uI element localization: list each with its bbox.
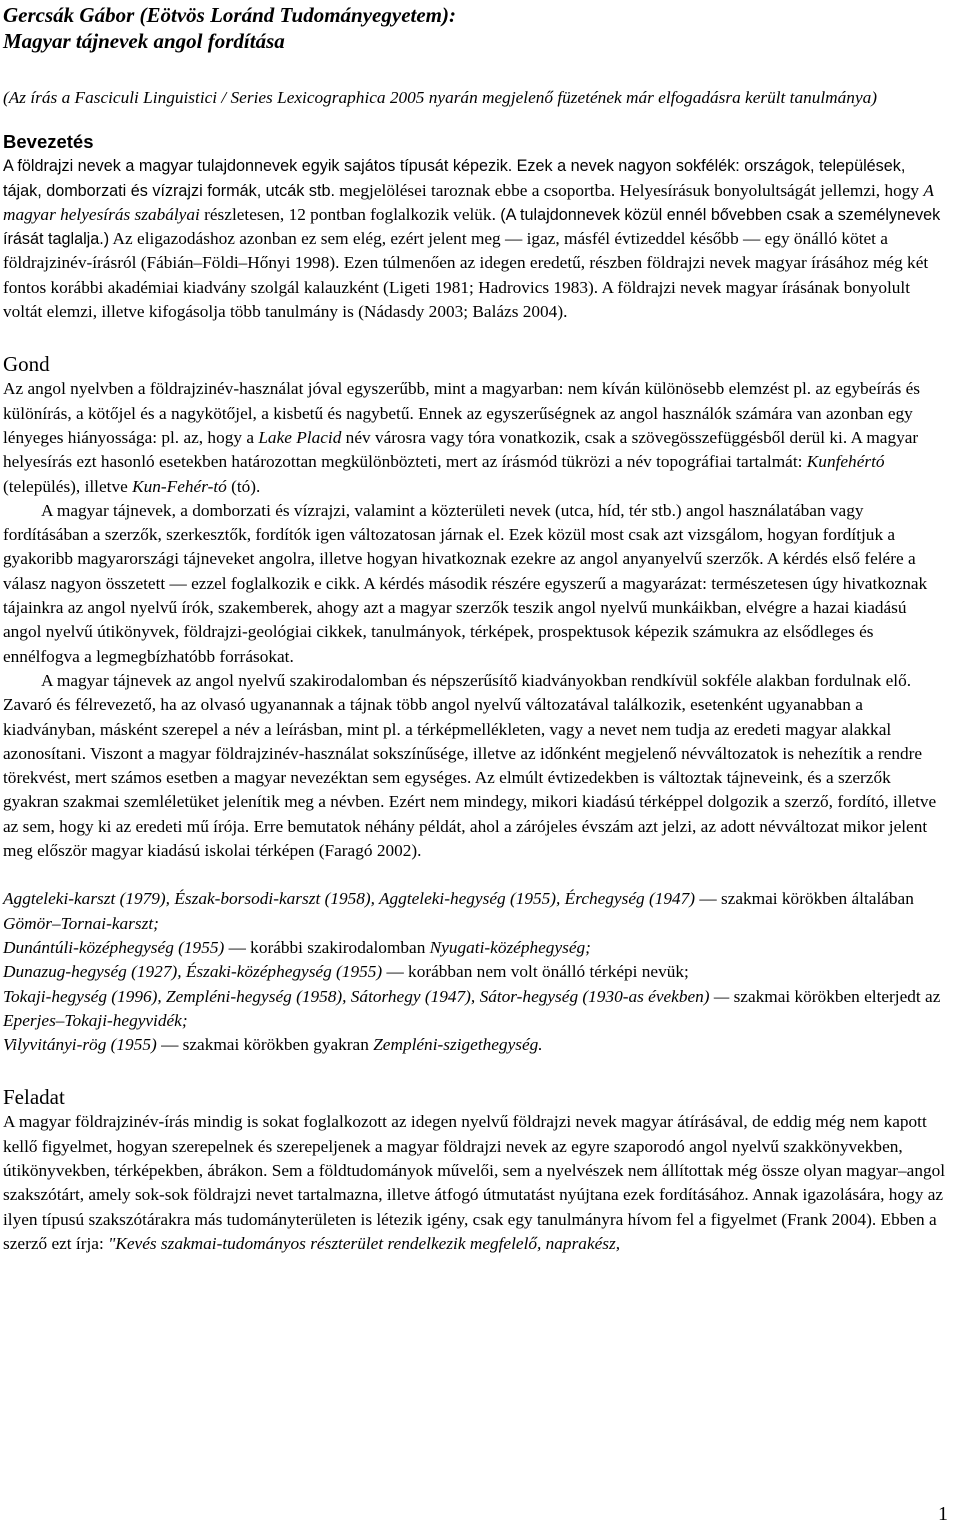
section-heading-intro: Bevezetés [3, 131, 94, 153]
example-names: Vilyvitányi-rög (1955) [3, 1035, 157, 1055]
intro-text-a: A földrajzi nevek a magyar tulajdonnevek egyik sajátos típusát képezik. [3, 157, 513, 176]
section-heading-feladat: Feladat [3, 1085, 65, 1110]
intro-text-c: megjelölései taroznak ebbe a csoportba. [339, 180, 616, 200]
example-names: Dunántúli-középhegység (1955) [3, 937, 225, 957]
example-comment: — korábban nem volt önálló térképi nevük; [386, 962, 689, 982]
feladat-quote: "Kevés szakmai-tudományos részterület rendelkezik megfelelő, naprakész, [108, 1233, 621, 1253]
document-title [3, 0, 947, 54]
intro-text-f: részletesen, 12 pontban foglalkozik velük. [204, 204, 496, 224]
title-author: Gercsák Gábor (Eötvös Loránd Tudományegyetem): [3, 3, 456, 27]
section-gond [3, 351, 947, 1057]
publication-note: (Az írás a Fasciculi Linguistici / Series Lexicographica 2005 nyarán megjelenő füzetének már elfogadásra került tanulmánya) [3, 88, 878, 107]
example-comment: szakmai körökben elterjedt az [733, 986, 941, 1006]
example-names: Aggteleki-karszt (1979), Észak-borsodi-karszt (1958), Aggteleki-hegység (1955), Érchegység (1947) [3, 889, 696, 909]
example-variant: Eperjes–Tokaji-hegyvidék; [3, 1010, 188, 1030]
gond-example-lake: Lake Placid [258, 427, 342, 447]
intro-text-d: Helyesírásuk bonyolultságát jellemzi, hogy [619, 180, 920, 200]
gond-text-g: (tó). [231, 476, 261, 496]
gond-text-e: (település), illetve [3, 476, 128, 496]
section-intro [3, 130, 947, 324]
example-item [3, 936, 947, 960]
title-main: Magyar tájnevek angol fordítása [3, 29, 285, 53]
gond-example-town: Kunfehértó [806, 452, 885, 472]
gond-paragraph-3: A magyar tájnevek az angol nyelvű szakirodalomban és népszerűsítő kiadványokban rendkívül sokféle alakban fordulnak elő. Zavaró és félrevezető, ha az olvasó ugyanannak a tájnak több angol nyelvű változatával találkozik, esetenként ugyanabban a kiadványban, másként szerepel a név a leírásban, mint pl. a térképmellékleten, vagy a nevet nem tudja az eredeti magyar alakkal azonosítani. Viszont a magyar földrajzinév-használat sokszínűsége, illetve az időnként megjelenő névváltozatok is nehezítik a rendre törekvést, mert számos esetben a magyar nevezéktan sem egységes. Az elmúlt évtizedekben is változtak tájneveink, és a szerzők gyakran szakmai szemléletüket jelenítik meg a névben. Ezért nem mindegy, mikori kiadású térképpel dolgozik a szerző, fordító, illetve az sem, hogy ki az eredeti mű írója. Erre bemutatok néhány példát, ahol a zárójeles évszám azt jelzi, az adott névváltozat mikor jelent meg először magyar kiadású iskolai térképen (Faragó 2002). [3, 670, 937, 861]
example-comment: — szakmai körökben általában [699, 889, 914, 909]
example-item [3, 960, 947, 984]
feladat-text: A magyar földrajzinév-írás mindig is sokat foglalkozott az idegen nyelvű földrajzi nevek magyar átírásával, de eddig még nem kapott kellő figyelmet, hogyan szerepelnek és szerepeljenek a magyar földrajzi nevek az egyre szaporodó angol nyelvű szakkönyvekben, útikönyvekben, térképekben, ábrákon. Sem a földtudományok művelői, sem a nyelvészek nem állítottak még össze olyan magyar–angol szakszótárt, amely sok-sok földrajzi nevet tartalmazna, illetve átfogó útmutatást nyújtana ezek fordításához. Annak igazolására, hogy az ilyen típusú szakszótárakra más tudományterületen is létezik igény, csak egy tanulmányra hívom fel a figyelmet (Frank 2004). Ebben a szerző ezt írja: [3, 1112, 946, 1253]
example-item [3, 985, 947, 1034]
example-variant: Zempléni-szigethegység. [373, 1035, 543, 1055]
gond-text-a: Az angol nyelvben a földrajzinév-használat jóval egyszerűbb, mint a magyarban: nem kíván különösebb elemzést pl. az egybeírás és különírás, a kötőjel és a nagykötőjel, a kisbetű és nagybetű. Ennek az egyszerűségnek az angol használók számára van azonban egy lényeges hiányossága: pl. az, hogy a [3, 379, 921, 447]
document-page [3, 0, 947, 1256]
example-list [3, 887, 947, 1057]
intro-text-h: Az eligazodáshoz azonban ez sem elég, ezért jelent meg — igaz, másfél évtizeddel később — egy önálló kötet a földrajzinév-írásról (Fábián–Földi–Hőnyi 1998). Ezen túlmenően az idegen eredetű, részben földrajzi nevek magyar írásához még két fontos korábbi akadémiai kiadvány szolgál kalauzként (Ligeti 1981; Hadrovics 1983). A földrajzi nevek magyar írásának bonyolult voltát elemzi, illetve kifogásolja több tanulmány is (Nádasdy 2003; Balázs 2004). [3, 229, 929, 322]
gond-text-c: név városra vagy tóra vonatkozik, csak a szövegösszefüggésből derül ki. A magyar helyesírás ezt hasonló esetekben határozottan megkülönbözteti, mert az írásmód tükrözi a név topográfiai tartalmát: [3, 427, 919, 472]
example-variant: Nyugati-középhegység; [429, 937, 591, 957]
example-names: Tokaji-hegység (1996), Zempléni-hegység (1958), Sátorhegy (1947), Sátor-hegység (1930-as években) — [3, 986, 730, 1006]
section-heading-gond: Gond [3, 352, 50, 377]
intro-title-ref: A magyar helyesírás szabályai [3, 180, 934, 224]
example-item [3, 887, 947, 936]
example-item [3, 1033, 947, 1057]
example-comment: — korábbi szakirodalomban [228, 937, 426, 957]
example-comment: — szakmai körökben gyakran [161, 1035, 369, 1055]
example-names: Dunazug-hegység (1927), Északi-középhegység (1955) [3, 962, 383, 982]
example-variant: Gömör–Tornai-karszt; [3, 913, 159, 933]
page-number: 1 [938, 1503, 948, 1525]
intro-text-g: (A tulajdonnevek közül ennél bővebben csak a személynevek írását taglalja.) [3, 205, 941, 249]
intro-text-b: Ezek a nevek nagyon sokfélék: országok, települések, tájak, domborzati és vízrajzi formák, utcák stb. [3, 157, 906, 200]
gond-paragraph-1 [3, 377, 947, 498]
gond-paragraph-2: A magyar tájnevek, a domborzati és vízrajzi, valamint a közterületi nevek (utca, híd, tér stb.) angol használatában vagy fordításában a szerzők, szerkesztők, fordítók igen változatosan járnak el. Ezek közül most csak azt vizsgálom, hogyan fordítjuk a gyakoribb magyarországi tájneveket angolra, illetve hogyan hivatkoznak ezekre az angol anyanyelvű szerzők. A kérdés első felére a válasz nagyon összetett — ezzel foglalkozik e cikk. A kérdés második részére egyszerű a magyarázat: természetesen úgy hivatkoznak tájainkra az angol nyelvű írók, szakemberek, ahogy azt a magyar szerzők teszik angol nyelvű munkáikban, elvégre a hazai kiadású angol nyelvű útikönyvek, földrajzi-geológiai cikkek, tanulmányok, térképek, prospektusok képezik számukra az elsődleges és ennélfogva a legmegbízhatóbb forrásokat. [3, 500, 928, 666]
intro-paragraph [3, 154, 947, 324]
section-feladat [3, 1084, 947, 1256]
feladat-paragraph [3, 1110, 947, 1256]
gond-example-lake-hu: Kun-Fehér-tó [132, 476, 227, 496]
